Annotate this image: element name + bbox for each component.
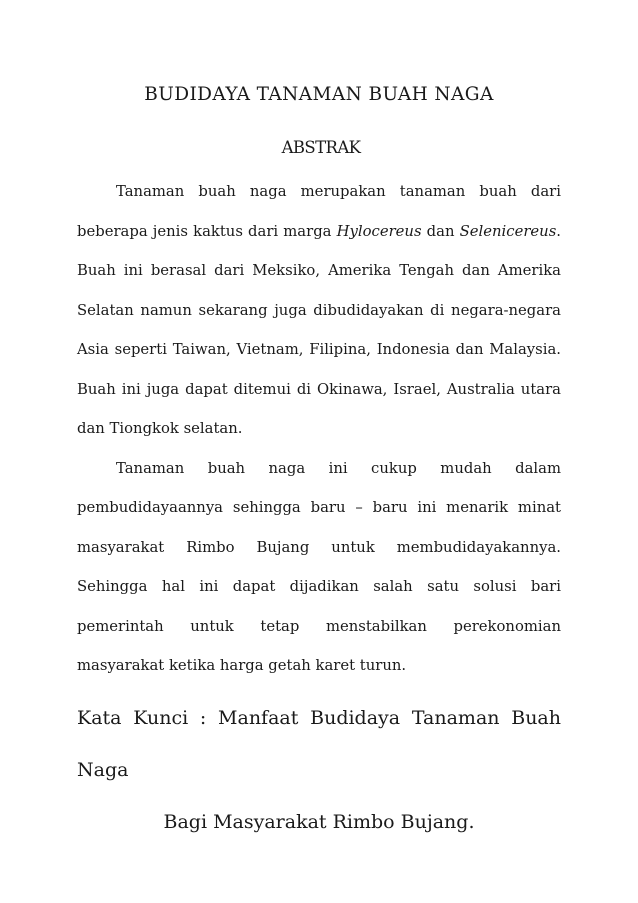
paragraph-1-text-b: dan: [421, 222, 460, 240]
keywords-line-1: Kata Kunci : Manfaat Budidaya Tanaman Buah Naga: [77, 707, 561, 781]
paragraph-1-text-c: . Buah ini berasal dari Meksiko, Amerika Tengah dan Amerika Selatan namun sekarang juga dibudidayakan di negara-negara Asia seperti Taiwan, Vietnam, Filipina, Indonesia dan Malaysia. Buah ini juga dapat ditemui di Okinawa, Israel, Australia utara dan Tiongkok selatan.: [77, 222, 562, 437]
abstract-body: [77, 172, 561, 686]
abstract-paragraph-1: [77, 172, 561, 449]
genus-selenicereus: Selenicereus: [459, 222, 557, 240]
keywords-block: [77, 692, 561, 848]
paragraph-1-text-a: Tanaman buah naga merupakan tanaman buah dari beberapa jenis kaktus dari marga: [77, 183, 561, 240]
abstract-paragraph-2: Tanaman buah naga ini cukup mudah dalam pembudidayaannya sehingga baru – baru ini menarik minat masyarakat Rimbo Bujang untuk membudidayakannya. Sehingga hal ini dapat dijadikan salah satu solusi bari pemerintah untuk tetap menstabilkan perekonomian masyarakat ketika harga getah karet turun.: [77, 459, 561, 674]
genus-hylocereus: Hylocereus: [336, 222, 422, 240]
keywords-line-2: Bagi Masyarakat Rimbo Bujang.: [163, 811, 475, 833]
abstract-heading: ABSTRAK: [281, 138, 361, 157]
document-title: BUDIDAYA TANAMAN BUAH NAGA: [144, 84, 494, 105]
